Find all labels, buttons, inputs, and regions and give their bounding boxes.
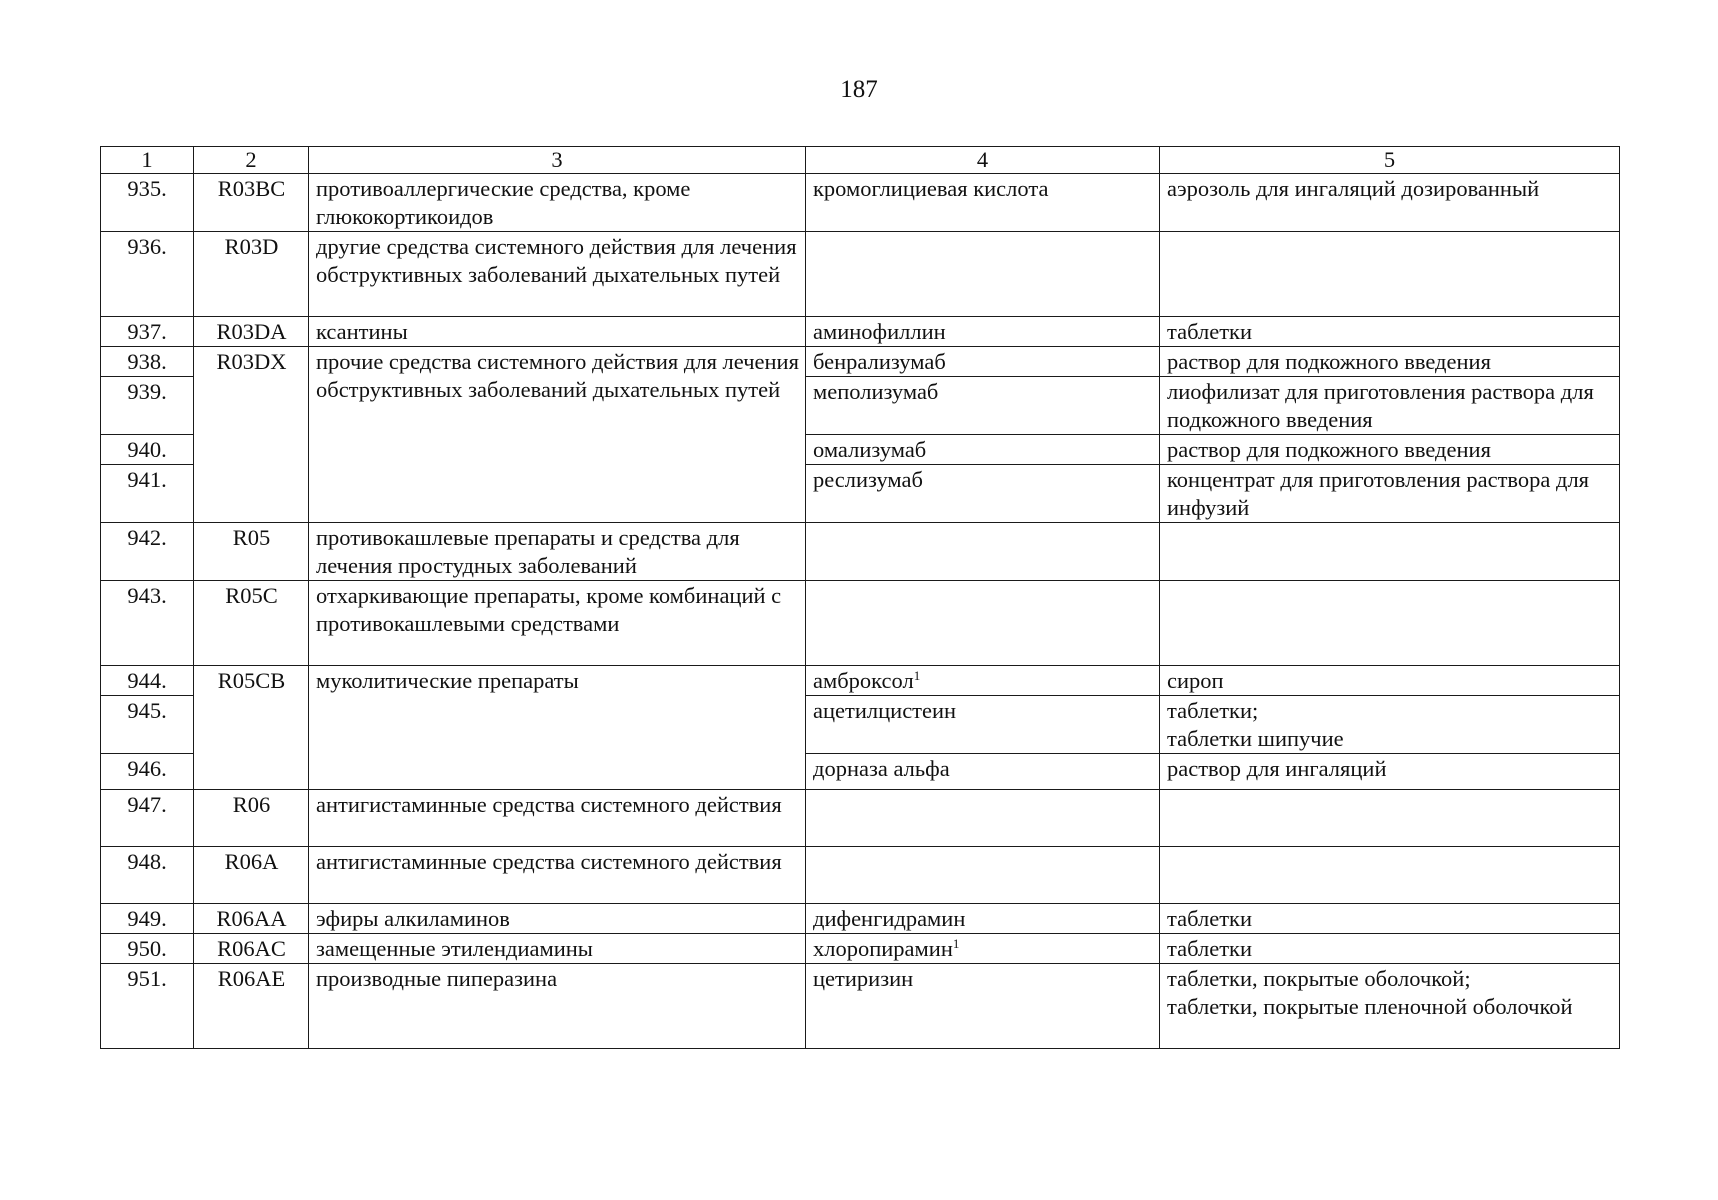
dosage-form: раствор для ингаляций — [1160, 754, 1620, 790]
group-name: ксантины — [309, 317, 806, 347]
table-row — [101, 317, 1620, 347]
drug-name: меполизумаб — [806, 377, 1160, 435]
row-number: 951. — [101, 964, 194, 1049]
group-name: производные пиперазина — [309, 964, 806, 1049]
dosage-form: аэрозоль для ингаляций дозированный — [1160, 174, 1620, 232]
drug-name: дифенгидрамин — [806, 904, 1160, 934]
table-row — [101, 174, 1620, 232]
row-number: 942. — [101, 523, 194, 581]
dosage-form: таблетки — [1160, 904, 1620, 934]
row-number: 938. — [101, 347, 194, 377]
group-name: антигистаминные средства системного действия — [309, 847, 806, 904]
atc-code: R03D — [194, 232, 309, 317]
atc-code: R06AC — [194, 934, 309, 964]
drug-name-text: амброксол — [813, 668, 914, 693]
atc-code: R06AA — [194, 904, 309, 934]
drug-name: реслизумаб — [806, 465, 1160, 523]
group-name: замещенные этилендиамины — [309, 934, 806, 964]
drug-name: кромоглициевая кислота — [806, 174, 1160, 232]
dosage-form: концентрат для приготовления раствора для инфузий — [1160, 465, 1620, 523]
atc-code: R06A — [194, 847, 309, 904]
drug-name: ацетилцистеин — [806, 696, 1160, 754]
table-row — [101, 904, 1620, 934]
drug-name — [806, 934, 1160, 964]
drug-name — [806, 790, 1160, 847]
table-row — [101, 666, 1620, 696]
row-number: 945. — [101, 696, 194, 754]
footnote-mark: 1 — [913, 668, 921, 683]
header-cell: 2 — [194, 147, 309, 174]
atc-code: R05 — [194, 523, 309, 581]
dosage-form: раствор для подкожного введения — [1160, 435, 1620, 465]
medicine-table — [100, 146, 1620, 1049]
table-row — [101, 964, 1620, 1049]
dosage-form — [1160, 696, 1620, 754]
footnote-mark: 1 — [952, 936, 960, 951]
row-number: 936. — [101, 232, 194, 317]
row-number: 947. — [101, 790, 194, 847]
row-number: 943. — [101, 581, 194, 666]
group-name: антигистаминные средства системного действия — [309, 790, 806, 847]
row-number: 946. — [101, 754, 194, 790]
row-number: 944. — [101, 666, 194, 696]
dosage-form — [1160, 581, 1620, 666]
table-row — [101, 581, 1620, 666]
table-row — [101, 847, 1620, 904]
group-name: противокашлевые препараты и средства для лечения простудных заболеваний — [309, 523, 806, 581]
drug-name: бенрализумаб — [806, 347, 1160, 377]
group-name: эфиры алкиламинов — [309, 904, 806, 934]
dosage-form: таблетки — [1160, 934, 1620, 964]
row-number: 948. — [101, 847, 194, 904]
atc-code: R06 — [194, 790, 309, 847]
group-name: другие средства системного действия для лечения обструктивных заболеваний дыхательных путей — [309, 232, 806, 317]
group-name: прочие средства системного действия для лечения обструктивных заболеваний дыхательных путей — [309, 347, 806, 523]
row-number: 937. — [101, 317, 194, 347]
table-row — [101, 934, 1620, 964]
drug-name: омализумаб — [806, 435, 1160, 465]
row-number: 935. — [101, 174, 194, 232]
dosage-form — [1160, 523, 1620, 581]
dosage-form-line: таблетки, покрытые оболочкой; — [1167, 966, 1471, 991]
drug-name — [806, 523, 1160, 581]
header-cell: 1 — [101, 147, 194, 174]
atc-code: R03BC — [194, 174, 309, 232]
dosage-form — [1160, 847, 1620, 904]
header-cell: 5 — [1160, 147, 1620, 174]
row-number: 939. — [101, 377, 194, 435]
drug-name: аминофиллин — [806, 317, 1160, 347]
header-cell: 3 — [309, 147, 806, 174]
atc-code: R03DX — [194, 347, 309, 523]
atc-code: R05CB — [194, 666, 309, 790]
atc-code: R05C — [194, 581, 309, 666]
atc-code: R03DA — [194, 317, 309, 347]
group-name: противоаллергические средства, кроме глюкокортикоидов — [309, 174, 806, 232]
dosage-form-line: таблетки, покрытые пленочной оболочкой — [1167, 994, 1573, 1019]
row-number: 949. — [101, 904, 194, 934]
drug-name — [806, 666, 1160, 696]
header-cell: 4 — [806, 147, 1160, 174]
dosage-form — [1160, 232, 1620, 317]
drug-name: дорназа альфа — [806, 754, 1160, 790]
row-number: 950. — [101, 934, 194, 964]
table-row — [101, 790, 1620, 847]
table-row — [101, 347, 1620, 377]
table-row — [101, 232, 1620, 317]
atc-code: R06AE — [194, 964, 309, 1049]
row-number: 940. — [101, 435, 194, 465]
group-name: отхаркивающие препараты, кроме комбинаций с противокашлевыми средствами — [309, 581, 806, 666]
table-header-row — [101, 147, 1620, 174]
drug-name — [806, 847, 1160, 904]
group-name: муколитические препараты — [309, 666, 806, 790]
dosage-form: раствор для подкожного введения — [1160, 347, 1620, 377]
drug-name-text: хлоропирамин — [813, 936, 953, 961]
table-row — [101, 523, 1620, 581]
dosage-form-line: таблетки; — [1167, 698, 1259, 723]
drug-name: цетиризин — [806, 964, 1160, 1049]
page-number: 187 — [840, 76, 878, 103]
drug-name — [806, 232, 1160, 317]
drug-name — [806, 581, 1160, 666]
dosage-form — [1160, 964, 1620, 1049]
dosage-form: сироп — [1160, 666, 1620, 696]
dosage-form: таблетки — [1160, 317, 1620, 347]
dosage-form: лиофилизат для приготовления раствора для подкожного введения — [1160, 377, 1620, 435]
dosage-form-line: таблетки шипучие — [1167, 726, 1344, 751]
row-number: 941. — [101, 465, 194, 523]
dosage-form — [1160, 790, 1620, 847]
